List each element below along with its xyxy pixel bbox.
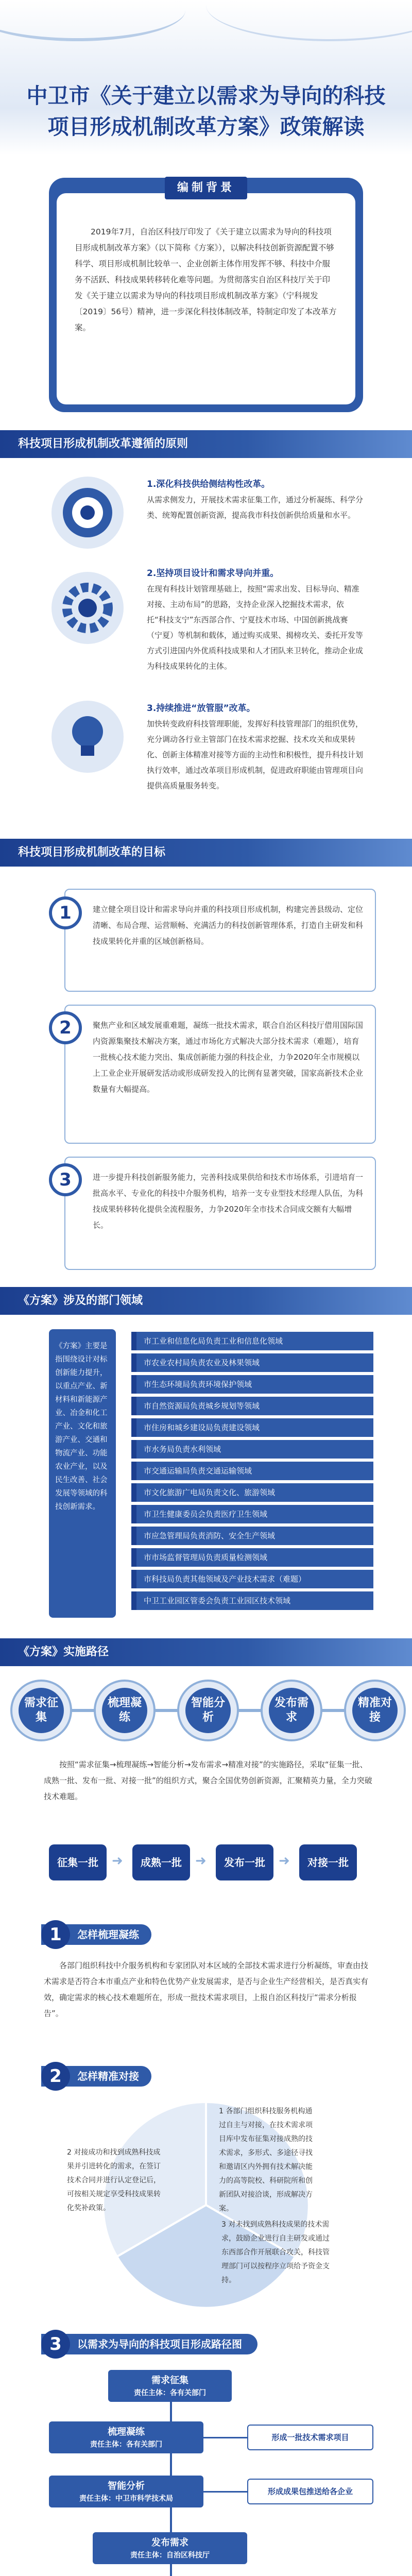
- plan-item: 市市场监督管理局负责质量检测领域: [131, 1548, 373, 1567]
- plan-item: 市农业农村局负责农业及林果领域: [131, 1353, 373, 1372]
- step2-item-2: 2 对接成功和找到成熟科技成果并引进转化的需求，在签订技术合同并进行认定登记后，可按相关规定享受科技成果转化奖补政策。: [67, 2148, 161, 2212]
- plan-item: 市生态环境局负责环境保护领域: [131, 1375, 373, 1394]
- section-bar-plan: [0, 1287, 412, 1315]
- path-step-label: 精准对接: [352, 1688, 398, 1733]
- step1-text: 各部门组织科技中介服务机构和专家团队对本区域的全部技术需求进行分析凝练，审查由技术需求是否符合本市重点产业和特色优势产业发展需求，是否与企业生产经营相关，是否真实有效，确定需求的核心技术难题所在，形成一批技术需求项目，上报自治区科技厅“需求分析报告”。: [44, 1961, 369, 2018]
- path-step-1: [10, 1680, 72, 1741]
- plan-summary-box: [49, 1329, 116, 1618]
- flow-connector: [203, 2437, 247, 2438]
- flow-step-owner: 责任主体：各有关部门: [134, 2389, 206, 2397]
- flow-step-4: [93, 2532, 247, 2564]
- plan-item: 市交通运输局负责交通运输领域: [131, 1462, 373, 1480]
- goal-number-1: 1: [49, 896, 82, 929]
- plan-item: 市住房和城乡建设局负责建设领域: [131, 1418, 373, 1437]
- principle-title-2: 2.坚持项目设计和需求导向并重。: [147, 568, 279, 579]
- decorative-swoosh: [206, 0, 412, 41]
- plan-item: 市文化旅游广电局负责文化、旅游领域: [131, 1483, 373, 1502]
- flow-step-title: 需求征集: [151, 2375, 188, 2386]
- section-title: 《方案》实施路径: [18, 1646, 109, 1658]
- background-text: 2019年7月，自治区科技厅印发了《关于建立以需求为导向的科技项目形成机制改革方案》（以下简称《方案》），以解决科技创新资源配置不够科学、项目形成机制比较单一、企业创新主体作用发挥不够、科技中介服务不活跃、科技成果转移转化难等问题。为贯彻落实自治区科技厅关于印发《关于建立以需求为导向的科技项目形成机制改革方案》（宁科规发〔2019〕56号）精神，进一步深化科技体制改革，特制定印发了本改革方案。: [75, 227, 337, 332]
- principle-title-3: 3.持续推进“放管服”改革。: [147, 703, 255, 714]
- page-title-line1: 中卫市《关于建立以需求为导向的科技: [26, 83, 386, 108]
- principle-text-1: 从需求侧发力，开展技术需求征集工作，通过分析凝练、科学分类、统筹配置创新资源，提高我市科技创新供给质量和水平。: [147, 495, 364, 520]
- background-card-body: [57, 193, 355, 404]
- gear-icon: [49, 569, 126, 647]
- path-step-label: 发布需求: [269, 1688, 314, 1733]
- step1-number: 1: [41, 1920, 70, 1949]
- flow-step-2: [49, 2421, 203, 2453]
- path-intro-text: 按照“需求征集→梳理凝练→智能分析→发布需求→精准对接”的实施路径，采取“征集一批、成熟一批、发布一批、对接一批”的组织方式，聚合全国优势创新资源，汇聚精英力量，全力突破技术难题。: [44, 1760, 372, 1801]
- lightbulb-icon: [49, 698, 126, 775]
- flow-step-title: 发布需求: [151, 2537, 188, 2548]
- step2-item-3: 3 对未找到成熟科技成果的技术需求，鼓励企业进行自主研发或通过东西部合作开展联合攻关，科技管理部门可以按程序立项给予资金支持。: [221, 2221, 330, 2284]
- step2-item-1: 1 各部门组织科技服务机构通过自主与对接，在技术需求项目库中发布征集对接成熟的技术需求，多形式、多途径寻找和邀请区内外拥有技术解决能力的高等院校、科研院所和创新团队对接洽谈，形成解决方案。: [219, 2107, 313, 2213]
- flow-side-box-1: 形成一批技术需求项目: [247, 2425, 373, 2450]
- path-step-label: 梳理凝练: [102, 1688, 147, 1733]
- plan-item: 市工业和信息化局负责工业和信息化领域: [131, 1332, 373, 1350]
- principle-title-1: 1.深化科技供给侧结构性改革。: [147, 479, 270, 489]
- goal-number-3: 3: [49, 1163, 82, 1196]
- path-step-4: [261, 1680, 322, 1741]
- flow-step-1: [108, 2370, 232, 2402]
- flow-step-owner: 责任主体：自治区科技厅: [130, 2551, 210, 2560]
- flow-step-owner: 责任主体：各有关部门: [90, 2441, 162, 2449]
- plan-item: 市科技局负责其他领域及产业技术需求（难题）: [131, 1570, 373, 1588]
- plan-item: 中卫工业园区管委会负责工业园区技术领域: [131, 1591, 373, 1610]
- path-step-label: 需求征集: [19, 1688, 64, 1733]
- plan-item: 市自然资源局负责城乡规划等领域: [131, 1397, 373, 1415]
- goal-text-3: 进一步提升科技创新服务能力，完善科技成果供给和技术市场体系，引进培育一批高水平、专业化的科技中介服务机构，培养一支专业型技术经理人队伍，为科技成果转移转化提供全流程服务，力争2020年全市技术合同成交额有大幅增长。: [93, 1173, 364, 1230]
- flow-step-title: 梳理凝练: [108, 2427, 145, 2437]
- section-title: 《方案》涉及的部门领域: [18, 1294, 143, 1307]
- batch-badge: 对接一批: [299, 1844, 357, 1880]
- goal-number-2: 2: [49, 1011, 82, 1044]
- path-step-5: [344, 1680, 406, 1741]
- batch-badge: 成熟一批: [132, 1844, 190, 1880]
- step2-heading: 怎样精准对接: [41, 2066, 151, 2087]
- step2-number: 2: [41, 2062, 70, 2091]
- flow-step-owner: 责任主体：中卫市科学技术局: [79, 2495, 173, 2503]
- flow-step-title: 智能分析: [108, 2481, 145, 2492]
- plan-item: 市应急管理局负责消防、安全生产领域: [131, 1527, 373, 1545]
- principle-text-2: 在现有科技计划管理基础上，按照“需求出发、目标导向、精准对接、主动布局”的思路，支持企业深入挖掘技术需求，依托“科技支宁”东西部合作、宁夏技术市场、中国创新挑战赛（宁夏）等机制和载体，通过购买成果、揭榜攻关、委托开发等方式引进国内外优质科技成果和人才团队来卫转化，推动企业成为科技成果转化的主体。: [147, 584, 364, 671]
- flow-side-box-2: 形成成果包推送给各企业: [247, 2479, 373, 2504]
- background-card: [49, 178, 363, 412]
- batch-badge: 发布一批: [216, 1844, 273, 1880]
- path-step-3: [177, 1680, 239, 1741]
- arrow-right-icon: ➜: [195, 1853, 207, 1869]
- goal-text-1: 建立健全项目设计和需求导向并重的科技项目形成机制，构建完善县级动、定位清晰、布局合理、运营顺畅、充满活力的科技创新管理体系，打造自主研发和科技成果转化并重的区域创新格局。: [93, 905, 364, 946]
- arrow-right-icon: ➜: [112, 1853, 123, 1869]
- step3-number: 3: [41, 2330, 70, 2359]
- flow-connector: [203, 2491, 247, 2493]
- batch-badge: 征集一批: [49, 1844, 107, 1880]
- header-banner: [0, 0, 412, 155]
- goal-text-2: 聚焦产业和区域发展重难题，凝练一批技术需求，联合自治区科技厅借用国际国内资源集聚技术解决方案，通过市场化方式解决大部分技术需求（难题），培育一批核心技术能力突出、集成创新能力强的科技企业，力争2020年全市规模以上工业企业开展研发活动或形成研发投入的比例有显著突破，国家高新技术企业数量有大幅提高。: [93, 1021, 364, 1094]
- step3-heading: 以需求为导向的科技项目形成路径图: [41, 2334, 258, 2354]
- background-tag: 编制背景: [165, 177, 247, 199]
- step1-heading: 怎样梳理凝练: [41, 1924, 151, 1945]
- path-step-2: [94, 1680, 156, 1741]
- decorative-swoosh: [0, 0, 185, 41]
- plan-item: 市卫生健康委员会负责医疗卫生领域: [131, 1505, 373, 1523]
- section-bar-path: [0, 1638, 412, 1666]
- page-title-line2: 项目形成机制改革方案》政策解读: [47, 114, 365, 139]
- section-bar-goals: [0, 839, 412, 867]
- section-bar-principles: [0, 430, 412, 458]
- section-title: 科技项目形成机制改革遵循的原则: [18, 437, 188, 450]
- arrow-right-icon: ➜: [279, 1853, 290, 1869]
- principle-text-3: 加快转变政府科技管理职能，发挥好科技管理部门的组织优势，充分调动各行业主管部门在技术需求挖掘、技术攻关和成果转化、创新主体精准对接等方面的主动性和积极性，提升科技计划执行效率，通过改革项目形成机制，促进政府职能由管理项目向提供高质量服务转变。: [147, 719, 364, 790]
- target-icon: [49, 474, 126, 551]
- section-title: 科技项目形成机制改革的目标: [18, 846, 166, 859]
- plan-item: 市水务局负责水利领域: [131, 1440, 373, 1459]
- flow-step-3: [49, 2476, 203, 2507]
- path-step-label: 智能分析: [185, 1688, 231, 1733]
- plan-summary-text: 《方案》主要是指围绕设计对标创新能力提升，以重点产业、新材料和新能源产业、冶金和化工产业、文化和旅游产业、交通和物流产业、功能农业产业，以及民生改善、社会发展等领域的科技创新需求。: [55, 1342, 108, 1511]
